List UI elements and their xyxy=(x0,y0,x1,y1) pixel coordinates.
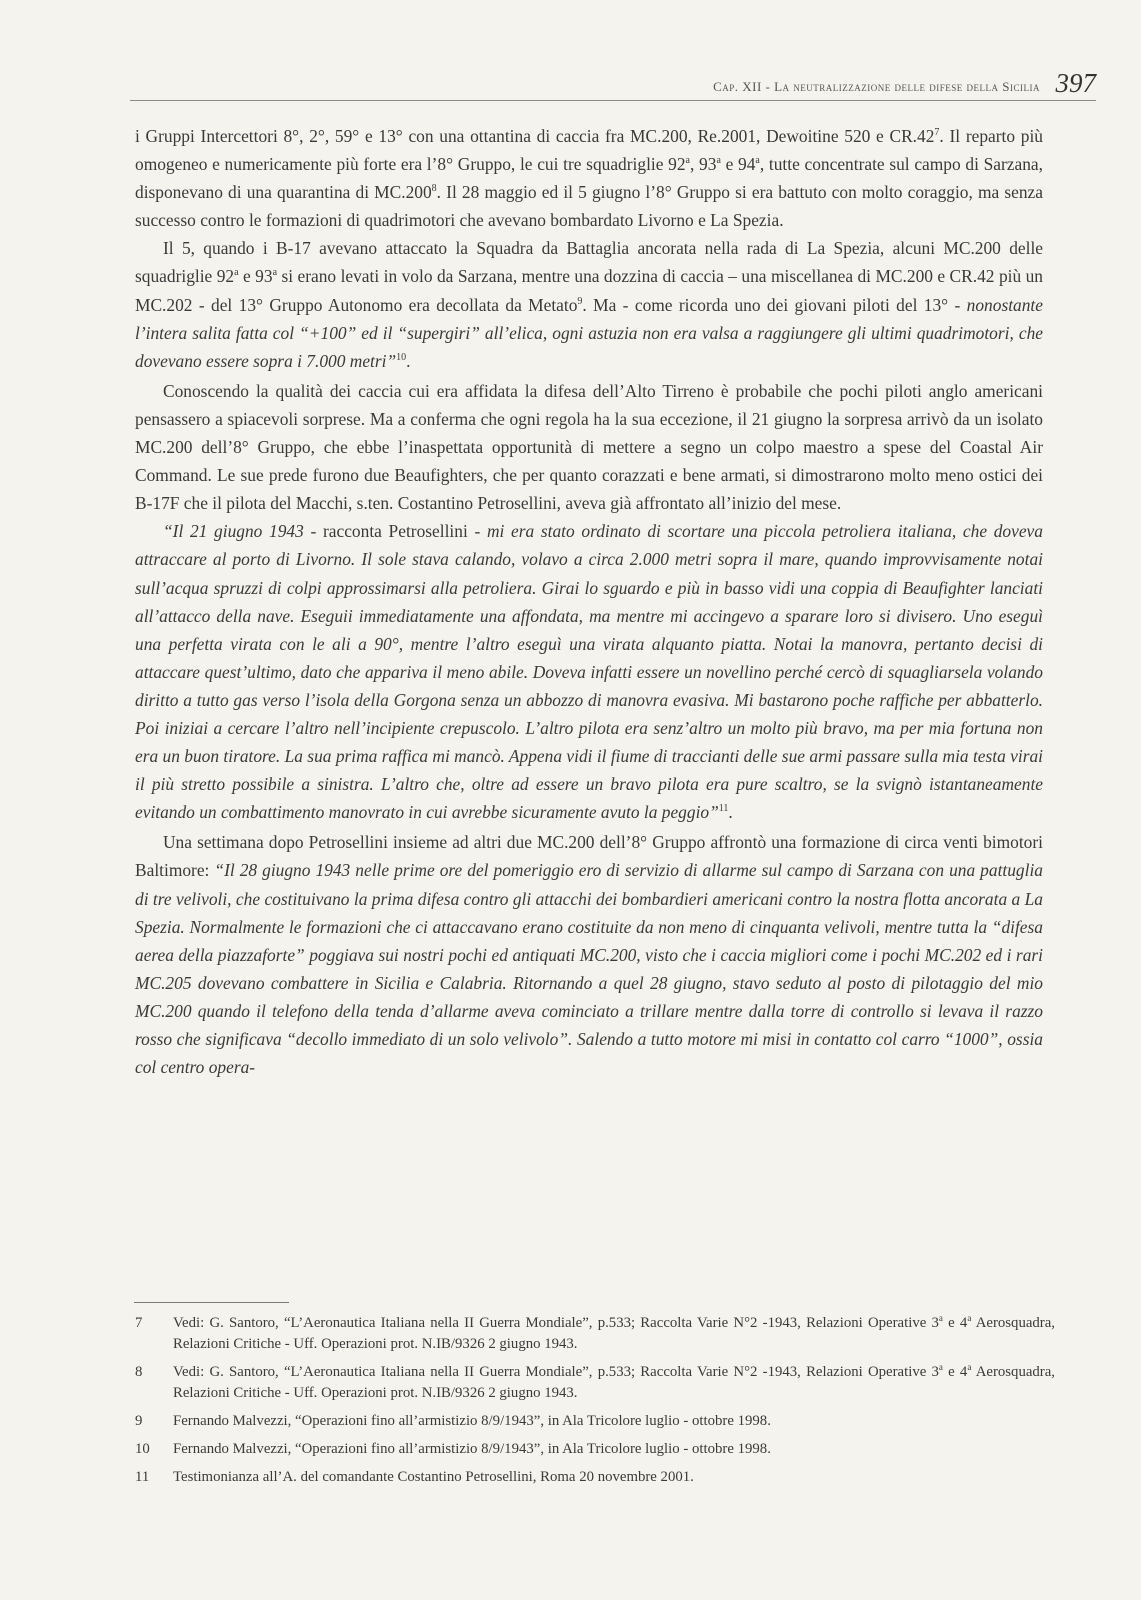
paragraph xyxy=(135,234,1043,374)
text-run: Fernando Malvezzi, “Operazioni fino all’armistizio 8/9/1943”, in Ala Tricolore luglio - ottobre 1998. xyxy=(173,1413,771,1429)
text-run: Testimonianza all’A. del comandante Costantino Petrosellini, Roma 20 novembre 2001. xyxy=(173,1469,694,1485)
superscript: a xyxy=(234,267,239,279)
running-head xyxy=(130,60,1096,101)
paragraph xyxy=(135,122,1043,234)
footnotes xyxy=(135,1313,1055,1495)
superscript: a xyxy=(967,1362,972,1373)
text-run: Aerosquadra, Relazioni Critiche - Uff. Operazioni prot. N.IB/9326 2 giugno 1943. xyxy=(173,1315,1055,1352)
superscript: a xyxy=(716,155,721,167)
text-run: Una settimana dopo Petrosellini insieme ad altri due MC.200 dell’8° Gruppo affrontò una formazione di circa venti bimotori Baltimore: xyxy=(135,832,1043,881)
footnote-text xyxy=(173,1411,1055,1432)
text-run: Fernando Malvezzi, “Operazioni fino all’armistizio 8/9/1943”, in Ala Tricolore luglio - ottobre 1998. xyxy=(173,1441,771,1457)
superscript: 8 xyxy=(431,183,437,195)
text-run: Aerosquadra, Relazioni Critiche - Uff. Operazioni prot. N.IB/9326 2 giugno 1943. xyxy=(173,1364,1055,1401)
text-run: . xyxy=(406,350,411,371)
text-run: Conoscendo la qualità dei caccia cui era affidata la difesa dell’Alto Tirreno è probabile che pochi piloti anglo americani pensassero a spiacevoli sorprese. Ma a conferma che ogni regola ha la sua eccezione, il 21 giugno la sorpresa arrivò da un isolato MC.200 dell’8° Gruppo, che ebbe l’inaspettata opportunità di mettere a segno un colpo maestro a spese del Coastal Air Command. Le sue prede furono due Beaufighters, che per quanto corazzati e bene armati, si dimostrarono molto meno ostici dei B-17F che il pilota del Macchi, s.ten. Costantino Petrosellini, aveva già affrontato all’inizio del mese. xyxy=(135,380,1043,514)
text-run: e 94 xyxy=(720,154,756,175)
superscript: a xyxy=(272,267,278,279)
italic-text: “Il 28 giugno 1943 nelle prime ore del pomeriggio ero di servizio di allarme sul campo di Sarzana con una pattuglia di tre velivoli, che costituivano la prima difesa contro gli attacchi dei bombardieri americani contro la nostra flotta ancorata a La Spezia. Normalmente le formazioni che ci attaccavano erano costituite da non meno di cinquanta velivoli, mentre tutta la “difesa aerea della piazzaforte” poggiava sui nostri pochi ed antiquati MC.200, visto che i caccia migliori come i pochi MC.202 ed i rari MC.205 dovevano combattere in Sicilia e Calabria. Ritornando a quel 28 giugno, stavo seduto al posto di pilotaggio del mio MC.200 quando il telefono della tenda d’allarme aveva cominciato a trillare mentre dalla torre di controllo si levava il razzo rosso che significava “decollo immediato di un solo velivolo”. Salendo a tutto motore mi misi in contatto col carro “1000”, ossia col centro opera- xyxy=(135,860,1043,1078)
text-run: . Il 28 maggio ed il 5 giugno l’8° Gruppo si era battuto con molto coraggio, ma senza successo contro le formazioni di quadrimotori che avevano bombardato Livorno e La Spezia. xyxy=(135,182,1043,231)
text-run: i Gruppi Intercettori 8°, 2°, 59° e 13° con una ottantina di caccia fra MC.200, Re.2001, Dewoitine 520 e CR.42 xyxy=(135,126,935,146)
italic-text: “Il 21 giugno 1943 xyxy=(163,521,304,542)
superscript: 11 xyxy=(718,803,729,815)
text-run: e 93 xyxy=(238,266,273,287)
footnote xyxy=(135,1467,1055,1488)
footnote-text xyxy=(173,1362,1055,1404)
superscript: a xyxy=(938,1362,943,1373)
footnote-text xyxy=(173,1467,1055,1488)
italic-text: mi era stato ordinato di scortare una piccola petroliera italiana, che doveva attraccare al porto di Livorno. Il sole stava calando, volavo a circa 2.000 metri sopra il mare, quando improvvisamente notai sull’acqua spruzzi di colpi approssimarsi alla petroliera. Girai lo sguardo e più in basso vidi una coppia di Beaufighter lanciati all’attacco della nave. Eseguii immediatamente una affondata, ma mentre mi accingevo a sparare loro si divisero. Uno eseguì una perfetta virata con le ali a 90°, mentre l’altro eseguì una virata alquanto piatta. Notai la manovra, pertanto decisi di attaccare quest’ultimo, dato che appariva il meno abile. Doveva infatti essere un novellino perché cercò di squagliarsela volando diritto a tutto gas verso l’isola della Gorgona senza un abbozzo di manovra evasiva. Mi bastarono poche raffiche per abbatterlo. Poi iniziai a cercare l’altro nell’incipiente crepuscolo. L’altro pilota era senz’altro un molto più bravo, ma per mia fortuna non era un buon tiratore. La sua prima raffica mi mancò. Appena vidi il fiume di traccianti delle sue armi passare sulla mia testa virai il più stretto possibile a sinistra. L’altro che, oltre ad essere un bravo pilota era pure scaltro, se la svignò istantaneamente evitando un combattimento manovrato in cui avrebbe sicuramente avuto la peggio” xyxy=(135,521,1043,823)
superscript: a xyxy=(938,1313,943,1324)
footnote-rule xyxy=(134,1302,289,1303)
italic-text: nonostante l’intera salita fatta col “+100” ed il “supergiri” all’elica, ogni astuzia non era valsa a raggiungere gli ultimi quadrimotori, che dovevano essere sopra i 7.000 metri” xyxy=(135,294,1043,371)
footnote-number: 8 xyxy=(135,1364,143,1380)
footnote xyxy=(135,1313,1055,1355)
text-run: . Ma - come ricorda uno dei giovani piloti del 13° - xyxy=(582,294,967,315)
superscript: 10 xyxy=(396,351,407,363)
superscript: a xyxy=(967,1313,972,1324)
footnote xyxy=(135,1362,1055,1404)
text-run: , tutte concentrate sul campo di Sarzana, disponevano di una quarantina di MC.200 xyxy=(135,154,1043,203)
text-run: . xyxy=(728,802,733,823)
footnote-number: 7 xyxy=(135,1315,143,1331)
text-run: Vedi: G. Santoro, “L’Aeronautica Italiana nella II Guerra Mondiale”, p.533; Raccolta Varie N°2 -1943, Relazioni Operative 3 xyxy=(173,1315,939,1331)
body-text xyxy=(135,122,1043,1081)
superscript: 9 xyxy=(577,295,583,307)
text-run: Vedi: G. Santoro, “L’Aeronautica Italiana nella II Guerra Mondiale”, p.533; Raccolta Varie N°2 -1943, Relazioni Operative 3 xyxy=(173,1364,939,1380)
page-number: 397 xyxy=(1055,68,1096,98)
superscript: a xyxy=(755,155,760,167)
superscript: a xyxy=(685,155,690,167)
footnote-number: 11 xyxy=(135,1469,150,1485)
paragraph xyxy=(135,377,1043,517)
text-run: si erano levati in volo da Sarzana, mentre una dozzina di caccia – una miscellanea di MC.200 e CR.42 più un MC.202 - del 13° Gruppo Autonomo era decollata da Metato xyxy=(135,266,1043,315)
paragraph xyxy=(135,517,1043,826)
text-run: - racconta Petrosellini - xyxy=(303,521,487,542)
footnote xyxy=(135,1411,1055,1432)
text-run: . Il reparto più omogeneo e numericamente più forte era l’8° Gruppo, le cui tre squadriglie 92 xyxy=(135,126,1043,175)
footnote-number: 9 xyxy=(135,1413,143,1429)
footnote xyxy=(135,1439,1055,1460)
footnote-number: 10 xyxy=(135,1441,150,1457)
paragraph xyxy=(135,828,1043,1081)
superscript: 7 xyxy=(934,127,940,139)
text-run: , 93 xyxy=(690,154,717,175)
text-run: e 4 xyxy=(942,1315,968,1331)
text-run: Il 5, quando i B-17 avevano attaccato la Squadra da Battaglia ancorata nella rada di La Spezia, alcuni MC.200 delle squadriglie 92 xyxy=(135,238,1043,287)
footnote-text xyxy=(173,1313,1055,1355)
footnote-text xyxy=(173,1439,1055,1460)
running-title: Cap. XII - La neutralizzazione delle difese della Sicilia xyxy=(713,79,1040,94)
text-run: e 4 xyxy=(942,1364,968,1380)
